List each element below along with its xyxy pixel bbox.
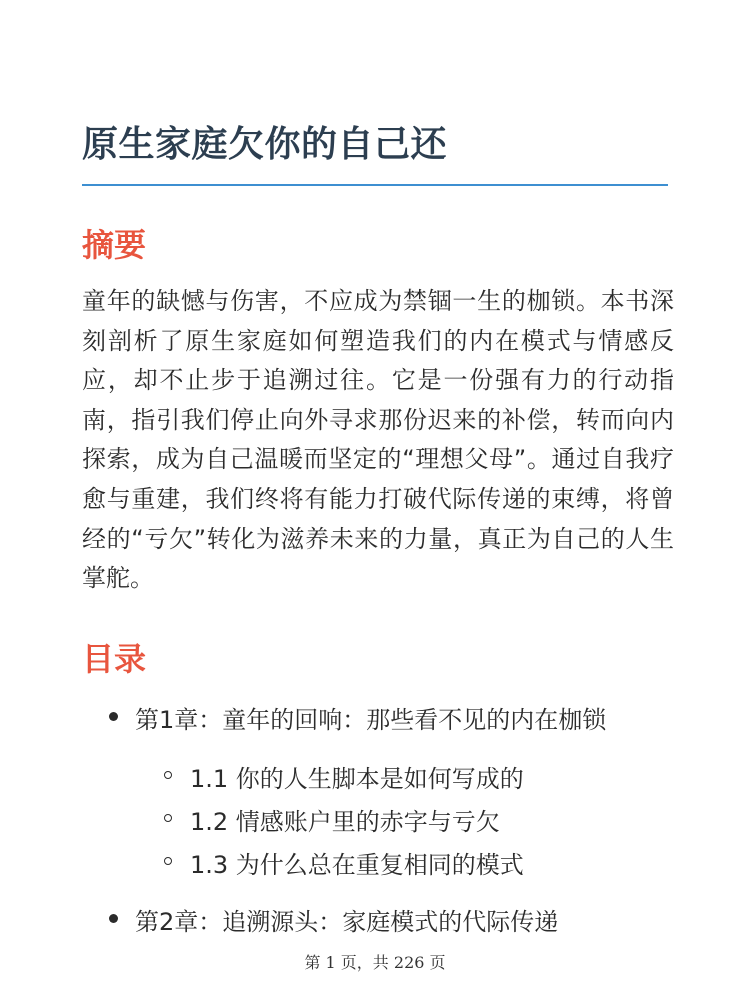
toc-chapter-1 — [135, 700, 606, 735]
bullet-circle-icon — [164, 814, 172, 822]
bullet-disc-icon — [109, 712, 118, 721]
toc-chapter-label: 第2章：追溯源头：家庭模式的代际传递 — [135, 908, 559, 936]
toc-section-label: 1.1 你的人生脚本是如何写成的 — [190, 765, 524, 793]
toc-section-1-3 — [190, 845, 524, 880]
bullet-disc-icon — [109, 914, 118, 923]
toc-heading: 目录 — [82, 640, 147, 678]
page-footer: 第 1 页，共 226 页 — [304, 953, 446, 972]
toc-section-label: 1.2 情感账户里的赤字与亏欠 — [190, 808, 500, 836]
title-divider — [82, 184, 668, 186]
abstract-paragraph: 童年的缺憾与伤害，不应成为禁锢一生的枷锁。本书深刻剖析了原生家庭如何塑造我们的内在模式与情感反应，却不止步于追溯过往。它是一份强有力的行动指南，指引我们停止向外寻求那份迟来的补偿，转而向内探索，成为自己温暖而坚定的“理想父母”。通过自我疗愈与重建，我们终将有能力打破代际传递的束缚，将曾经的“亏欠”转化为滋养未来的力量，真正为自己的人生掌舵。 — [82, 287, 674, 593]
toc-chapter-label: 第1章：童年的回响：那些看不见的内在枷锁 — [135, 706, 607, 734]
abstract-heading: 摘要 — [82, 226, 147, 264]
toc-section-label: 1.3 为什么总在重复相同的模式 — [190, 851, 524, 879]
document-title: 原生家庭欠你的自己还 — [82, 124, 448, 165]
toc-chapter-2 — [135, 902, 558, 937]
toc-section-1-2 — [190, 802, 500, 837]
bullet-circle-icon — [164, 771, 172, 779]
toc-section-1-1 — [190, 759, 524, 794]
bullet-circle-icon — [164, 857, 172, 865]
